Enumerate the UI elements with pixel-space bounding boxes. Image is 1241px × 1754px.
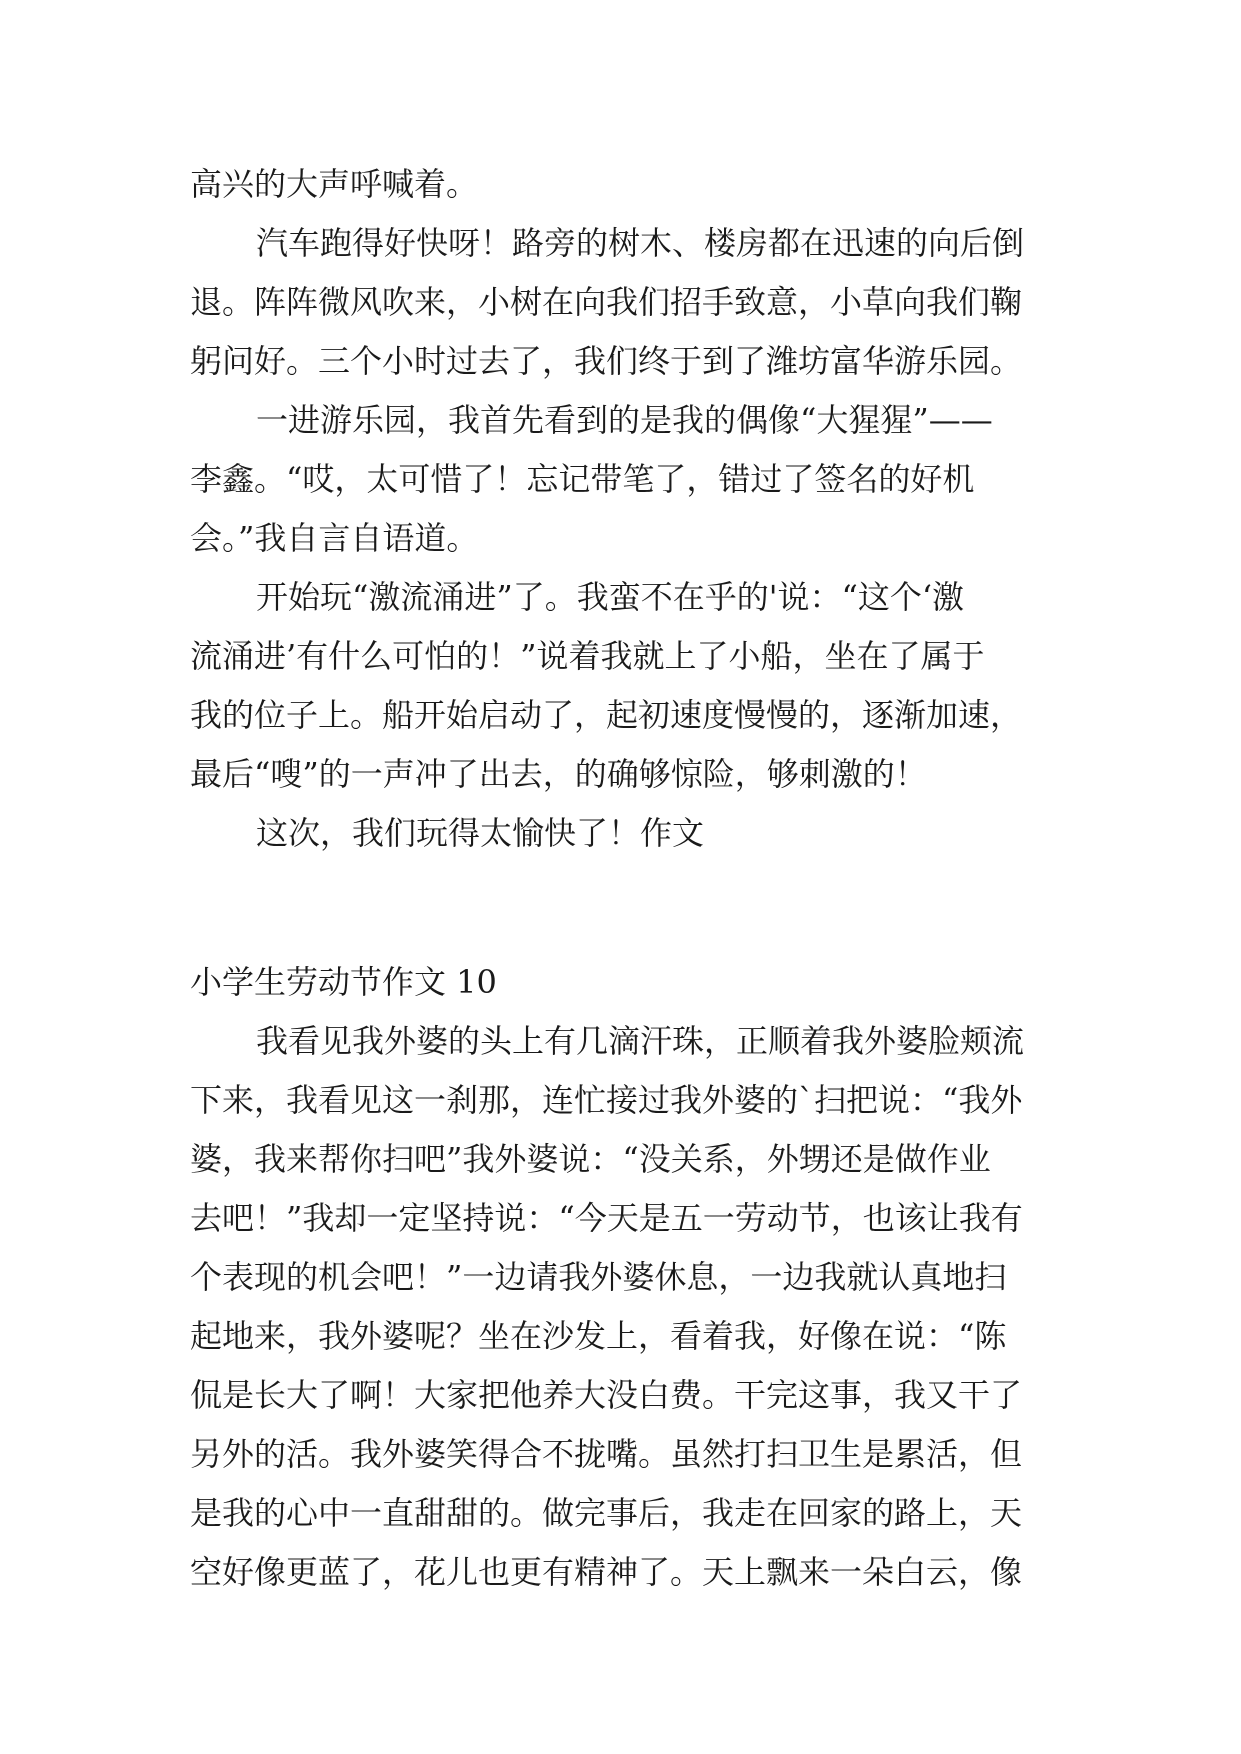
paragraph-line: 一进游乐园，我首先看到的是我的偶像“大猩猩”—— — [256, 401, 993, 439]
paragraph-line: 去吧！”我却一定坚持说：“今天是五一劳动节，也该让我有 — [190, 1199, 1023, 1237]
paragraph-line: 这次，我们玩得太愉快了！作文 — [256, 814, 705, 852]
paragraph-line: 会。”我自言自语道。 — [190, 519, 479, 557]
paragraph-line: 退。阵阵微风吹来，小树在向我们招手致意，小草向我们鞠 — [190, 283, 1023, 321]
paragraph-line: 空好像更蓝了，花儿也更有精神了。天上飘来一朵白云，像 — [190, 1553, 1023, 1591]
paragraph-line: 汽车跑得好快呀！路旁的树木、楼房都在迅速的向后倒 — [256, 224, 1025, 262]
essay-title: 小学生劳动节作文 10 — [190, 963, 497, 1001]
paragraph-line: 是我的心中一直甜甜的。做完事后，我走在回家的路上，天 — [190, 1494, 1023, 1532]
paragraph-line: 起地来，我外婆呢？坐在沙发上，看着我，好像在说：“陈 — [190, 1317, 1007, 1355]
paragraph-line: 李鑫。“哎，太可惜了！忘记带笔了，错过了签名的好机 — [190, 460, 975, 498]
essay-10-section — [190, 953, 1060, 1602]
paragraph-line: 开始玩“激流涌进”了。我蛮不在乎的'说：“这个‘激 — [256, 578, 965, 616]
paragraph-line: 下来，我看见这一刹那，连忙接过我外婆的`扫把说：“我外 — [190, 1081, 1023, 1119]
paragraph-line: 躬问好。三个小时过去了，我们终于到了潍坊富华游乐园。 — [190, 342, 1023, 380]
paragraph-line: 最后“嗖”的一声冲了出去，的确够惊险，够刺激的！ — [190, 755, 927, 793]
paragraph-line: 高兴的大声呼喊着。 — [190, 165, 479, 203]
paragraph-line: 侃是长大了啊！大家把他养大没白费。干完这事，我又干了 — [190, 1376, 1023, 1414]
paragraph-line: 个表现的机会吧！”一边请我外婆休息，一边我就认真地扫 — [190, 1258, 1007, 1296]
document-body — [190, 155, 1060, 1602]
paragraph-line: 另外的活。我外婆笑得合不拢嘴。虽然打扫卫生是累活，但 — [190, 1435, 1023, 1473]
essay-continued-section — [190, 155, 1060, 863]
section-spacer — [190, 863, 1060, 953]
paragraph-line: 我看见我外婆的头上有几滴汗珠，正顺着我外婆脸颊流 — [256, 1022, 1025, 1060]
paragraph-line: 婆，我来帮你扫吧”我外婆说：“没关系，外甥还是做作业 — [190, 1140, 991, 1178]
paragraph-line: 我的位子上。船开始启动了，起初速度慢慢的，逐渐加速， — [190, 696, 1023, 734]
paragraph-line: 流涌进’有什么可怕的！”说着我就上了小船，坐在了属于 — [190, 637, 985, 675]
